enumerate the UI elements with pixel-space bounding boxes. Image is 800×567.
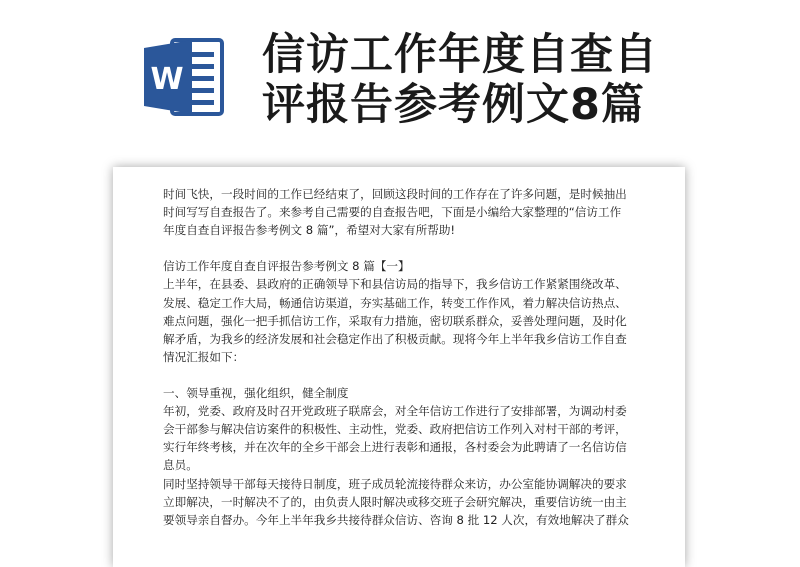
document-line: 难点问题，强化一把手抓信访工作，采取有力措施，密切联系群众，妥善处理问题，及时化 bbox=[163, 313, 627, 328]
title-line-2: 评报告参考例文8篇 bbox=[262, 80, 645, 130]
title-line-1: 信访工作年度自查自 bbox=[262, 30, 658, 80]
blank-line bbox=[163, 239, 643, 257]
document-line: 立即解决，一时解决不了的，由负责人限时解决或移交班子会研究解决，重要信访统一由主 bbox=[163, 494, 627, 509]
document-line: 实行年终考核，并在次年的全乡干部会上进行表彰和通报，各村委会为此聘请了一名信访信 bbox=[163, 440, 627, 455]
document-line: 年初，党委、政府及时召开党政班子联席会，对全年信访工作进行了安排部署，为调动村委 bbox=[163, 404, 627, 419]
document-line: 时间飞快，一段时间的工作已经结束了，回顾这段时间的工作存在了许多问题，是时候抽出 bbox=[163, 187, 627, 201]
header bbox=[0, 0, 800, 160]
blank-line bbox=[163, 366, 643, 384]
document-line: 时间写写自查报告了。来参考自己需要的自查报告吧，下面是小编给大家整理的“信访工作 bbox=[163, 205, 622, 220]
document-line: 息员。 bbox=[163, 458, 198, 473]
document-line: 发展、稳定工作大局，畅通信访渠道，夯实基础工作，转变工作作风，着力解决信访热点、 bbox=[163, 295, 627, 310]
document-line: 一、领导重视，强化组织，健全制度 bbox=[163, 386, 349, 401]
document-line: 要领导亲自督办。今年上半年我乡共接待群众信访、咨询 8 批 12 人次，有效地解决了群众 bbox=[163, 512, 629, 527]
document-line: 上半年，在县委、县政府的正确领导下和县信访局的指导下，我乡信访工作紧紧围绕改革、 bbox=[163, 277, 627, 292]
document-page bbox=[113, 167, 685, 567]
word-document-icon bbox=[142, 34, 228, 120]
document-line: 解矛盾，为我乡的经济发展和社会稳定作出了积极贡献。现将今年上半年我乡信访工作自查 bbox=[163, 331, 627, 346]
document-line: 同时坚持领导干部每天接待日制度，班子成员轮流接待群众来访，办公室能协调解决的要求 bbox=[163, 476, 627, 491]
document-line: 年度自查自评报告参考例文 8 篇”，希望对大家有所帮助! bbox=[163, 223, 456, 238]
document-line: 信访工作年度自查自评报告参考例文 8 篇【一】 bbox=[163, 259, 410, 274]
page-title bbox=[262, 30, 782, 130]
document-line: 会干部参与解决信访案件的积极性、主动性，党委、政府把信访工作列入对村干部的考评， bbox=[163, 422, 627, 437]
word-icon-letter: W bbox=[150, 62, 184, 97]
document-body bbox=[163, 185, 643, 529]
document-line: 情况汇报如下： bbox=[163, 349, 245, 364]
